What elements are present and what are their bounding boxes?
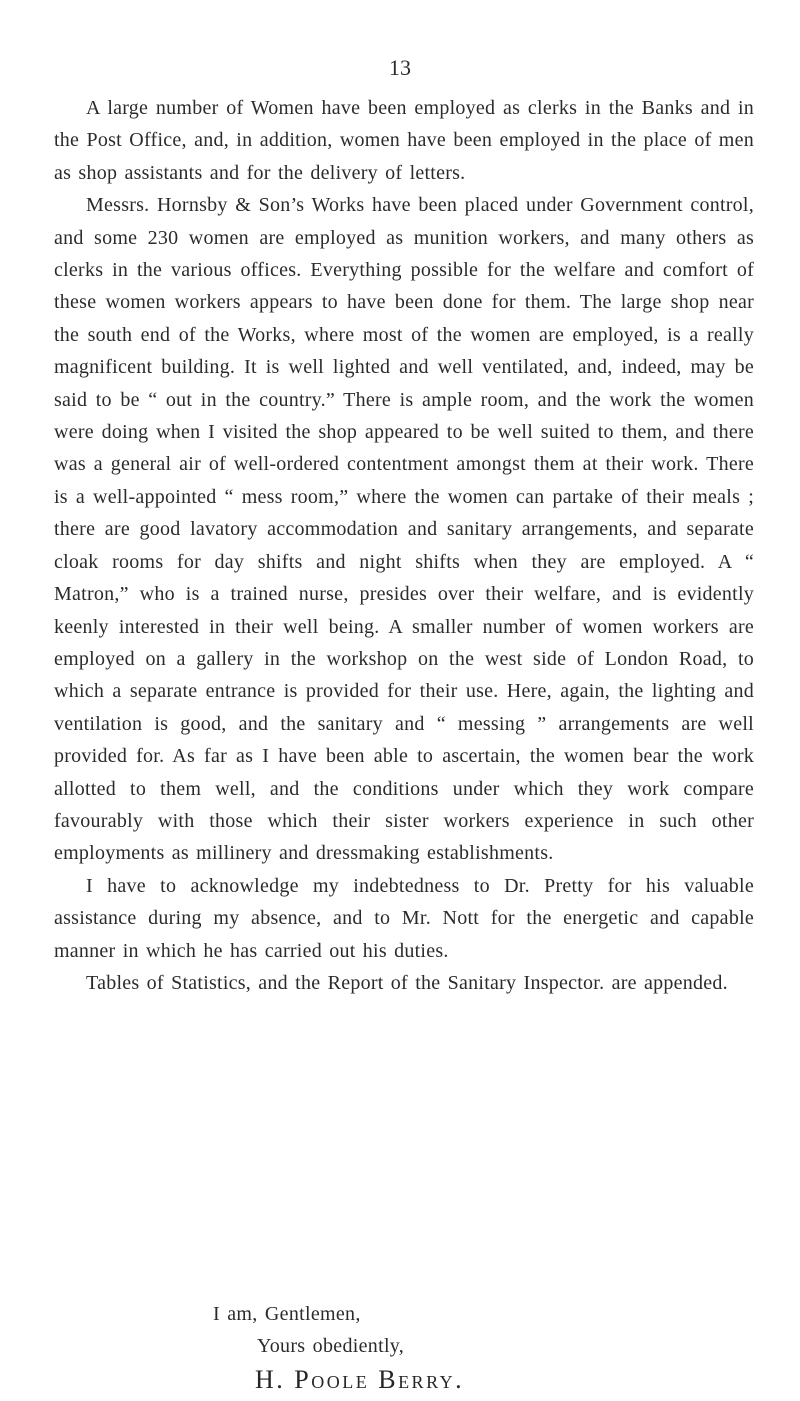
closing-salutation: I am, Gentlemen, [213, 1303, 361, 1325]
paragraph-appended-tables: Tables of Statistics, and the Report of the Sanitary Inspector. are appended. [86, 971, 728, 994]
signature: H. Poole Berry. [255, 1365, 465, 1394]
paragraph-women-clerks: A large number of Women have been employed as clerks in the Banks and in the Post Office, and, in addition, women have been employed in the place of men as shop assistants and for the delivery of letters. [54, 97, 754, 184]
paragraph-hornsby-works: Messrs. Hornsby & Son’s Works have been placed under Government control, and some 230 women are employed as munition workers, and many others as clerks in the various offices. Everything possible for the welfare and comfort of these women workers appears to have been done for them. The large shop near the south end of the Works, where most of the women are employed, is a really magnificent building. It is well lighted and well ventilated, and, indeed, may be said to be “ out in the country.” There is ample room, and the work the women were doing when I visited the shop appeared to be well suited to them, and there was a general air of well-ordered contentment amongst them at their work. There is a well-appointed “ mess room,” where the women can partake of their meals ; there are good lavatory accommodation and sanitary arrangements, and separate cloak rooms for day shifts and night shifts when they are employed. A “ Matron,” who is a trained nurse, presides over their welfare, and is evidently keenly interested in their well being. A smaller number of women workers are employed on a gallery in the workshop on the west side of London Road, to which a separate entrance is provided for their use. Here, again, the lighting and ventilation is good, and the sanitary and “ messing ” arrangements are well provided for. As far as I have been able to ascertain, the women bear the work allotted to them well, and the conditions under which they work compare favourably with those which their sister workers experience in such other employments as millinery and dressmaking establishments. [54, 194, 754, 865]
closing-valediction: Yours obediently, [257, 1335, 405, 1357]
report-body [54, 92, 754, 999]
paragraph-acknowledgements: I have to acknowledge my indebtedness to Dr. Pretty for his valuable assistance during my absence, and to Mr. Nott for the energetic and capable manner in which he has carried out his duties. [54, 874, 754, 962]
page-number: 13 [389, 55, 411, 80]
